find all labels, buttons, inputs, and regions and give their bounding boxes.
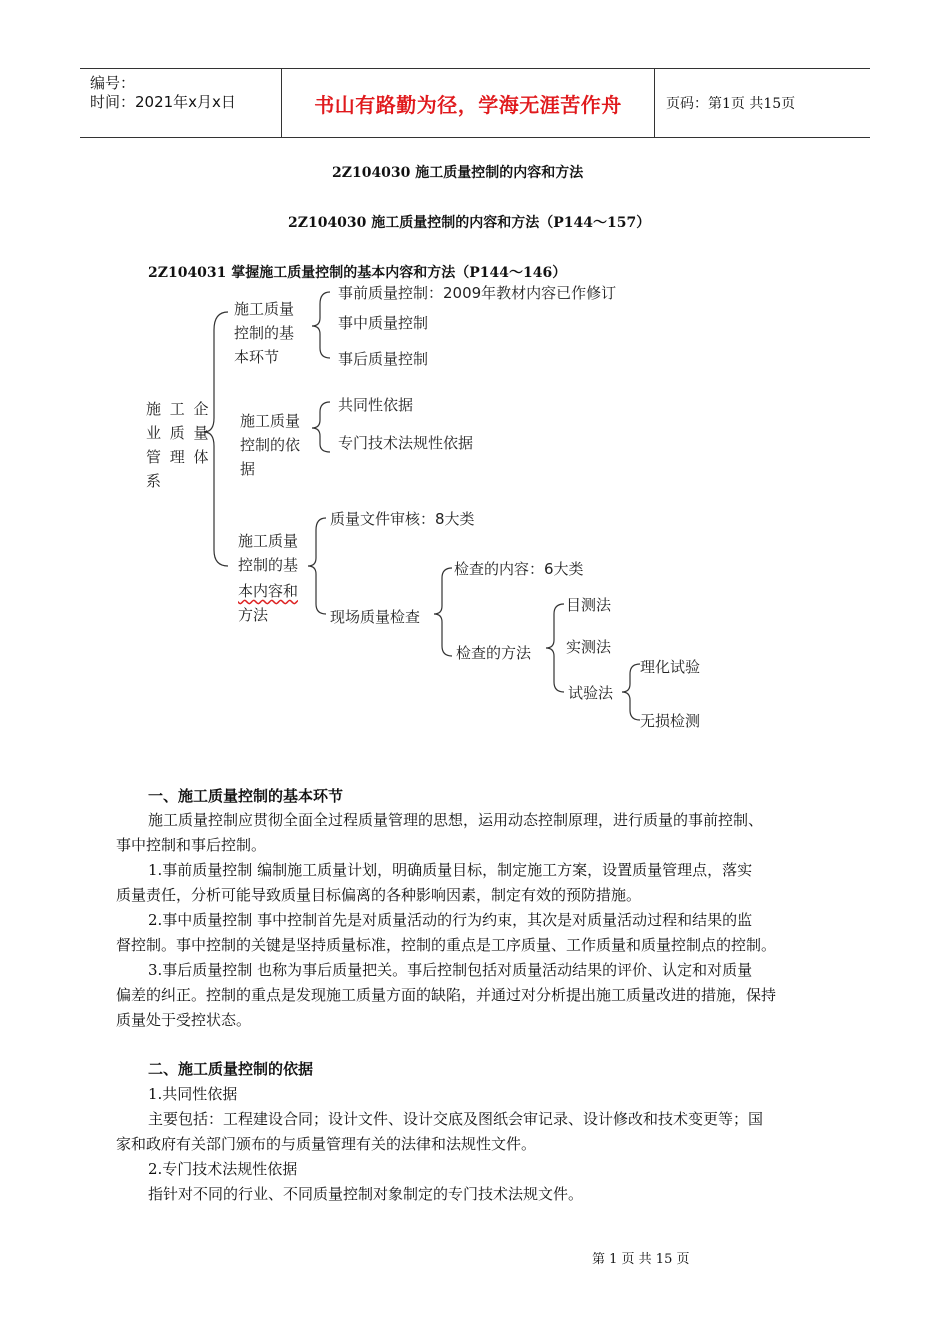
b1-item-3: 事后质量控制 (338, 350, 429, 368)
b2-line-2: 控制的依 (240, 436, 301, 454)
s2-p1a: 主要包括：工程建设合同；设计文件、设计交底及图纸会审记录、设计修改和技术变更等；国 (148, 1110, 764, 1128)
b1-line-2: 控制的基 (234, 324, 295, 342)
b2-line-3: 据 (240, 460, 256, 478)
b3-line-4: 方法 (238, 606, 269, 624)
b3-brace (308, 518, 326, 614)
b2-item-1: 共同性依据 (338, 396, 414, 414)
check-content: 检查的内容：6大类 (454, 560, 584, 578)
root-line-3: 管 理 体 (146, 448, 211, 466)
doc-number-label: 编号： (90, 74, 136, 92)
doc-audit: 质量文件审核：8大类 (330, 510, 475, 528)
s1-p4b: 偏差的纠正。控制的重点是发现施工质量方面的缺陷，并通过对分析提出施工质量改进的措施，保持 (116, 986, 777, 1004)
s2-p1b: 家和政府有关部门颁布的与质量管理有关的法律和法规性文件。 (116, 1135, 537, 1153)
page-footer: 第 1 页 共 15 页 (592, 1252, 690, 1267)
root-line-1: 施 工 企 (146, 400, 211, 418)
b1-item-1: 事前质量控制：2009年教材内容已作修订 (338, 284, 617, 302)
s1-p1b: 事中控制和事后控制。 (116, 836, 267, 854)
s1-p4c: 质量处于受控状态。 (116, 1011, 252, 1029)
title-2: 2Z104030 施工质量控制的内容和方法（P144～157） (288, 215, 651, 231)
root-line-2: 业 质 量 (146, 424, 211, 442)
field-check: 现场质量检查 (330, 608, 421, 626)
b2-item-2: 专门技术法规性依据 (338, 434, 474, 452)
test-brace (622, 664, 640, 720)
field-brace (434, 568, 452, 656)
doc-date-label: 时间：2021年x月x日 (90, 93, 236, 111)
header-motto: 书山有路勤为径，学海无涯苦作舟 (314, 92, 622, 117)
page-info: 页码：第1页 共15页 (666, 96, 796, 112)
s1-p3b: 督控制。事中控制的关键是坚持质量标准，控制的重点是工序质量、工作质量和质量控制点的控制。 (116, 936, 777, 954)
b1-item-2: 事中质量控制 (338, 314, 429, 332)
b3-line-1: 施工质量 (238, 532, 299, 550)
b2-brace (312, 402, 330, 452)
section-1-heading: 一、施工质量控制的基本环节 (148, 787, 344, 805)
method-brace (546, 604, 564, 692)
b1-brace (312, 292, 330, 358)
s2-p2: 指针对不同的行业、不同质量控制对象制定的专门技术法规文件。 (148, 1185, 584, 1203)
check-method: 检查的方法 (456, 644, 532, 662)
method-visual: 目测法 (566, 596, 612, 614)
method-measure: 实测法 (566, 638, 612, 656)
s2-sub2: 2.专门技术法规性依据 (148, 1160, 298, 1178)
s1-p1a: 施工质量控制应贯彻全面全过程质量管理的思想，运用动态控制原理，进行质量的事前控制、 (148, 811, 764, 829)
title-3: 2Z104031 掌握施工质量控制的基本内容和方法（P144～146） (148, 265, 567, 281)
s1-p2b: 质量责任，分析可能导致质量目标偏离的各种影响因素，制定有效的预防措施。 (116, 886, 642, 904)
b3-line-3: 本内容和 (238, 582, 299, 600)
s2-sub1: 1.共同性依据 (148, 1085, 238, 1103)
section-2-heading: 二、施工质量控制的依据 (148, 1060, 314, 1078)
s1-p2a: 1.事前质量控制 编制施工质量计划，明确质量目标，制定施工方案，设置质量管理点，落实 (148, 861, 753, 879)
test-nondestructive: 无损检测 (640, 712, 701, 730)
root-line-4: 系 (146, 472, 162, 490)
b1-line-3: 本环节 (234, 348, 280, 366)
s1-p4a: 3.事后质量控制 也称为事后质量把关。事后控制包括对质量活动结果的评价、认定和对质量 (148, 961, 753, 979)
b2-line-1: 施工质量 (240, 412, 301, 430)
s1-p3a: 2.事中质量控制 事中控制首先是对质量活动的行为约束，其次是对质量活动过程和结果的监 (148, 911, 753, 929)
test-physchem: 理化试验 (640, 658, 701, 676)
b3-line-2: 控制的基 (238, 556, 299, 574)
title-1: 2Z104030 施工质量控制的内容和方法 (332, 165, 584, 181)
method-test: 试验法 (568, 684, 614, 702)
b1-line-1: 施工质量 (234, 300, 295, 318)
